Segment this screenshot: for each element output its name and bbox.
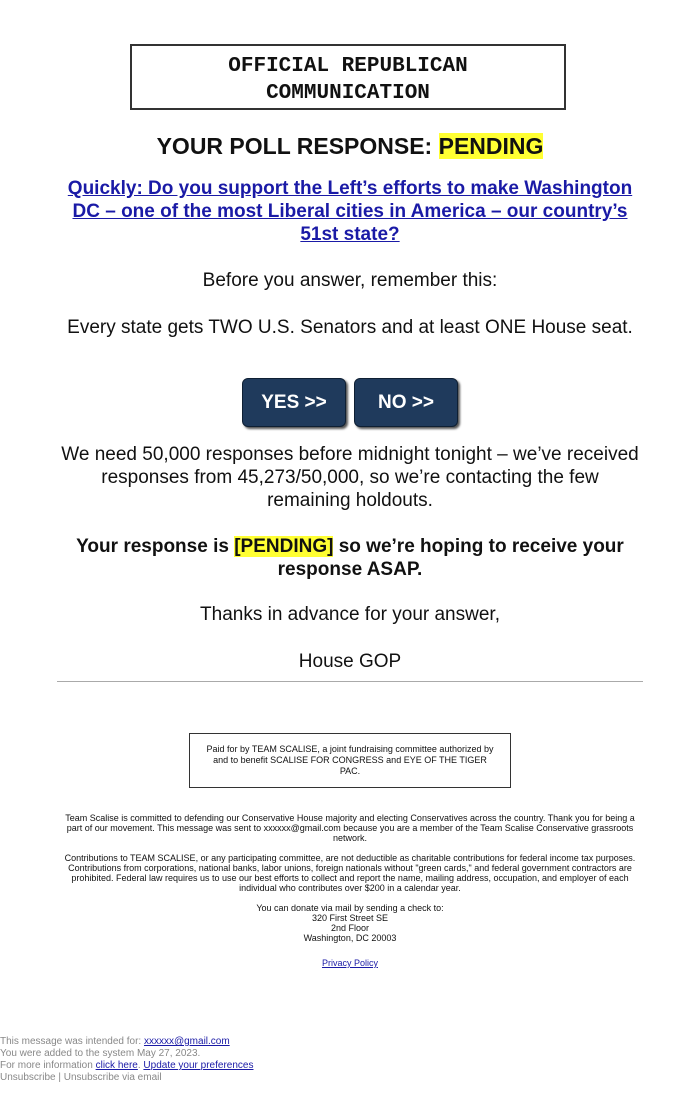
added-date-text: You were added to the system May 27, 2023. <box>0 1048 201 1059</box>
mission-text: Team Scalise is committed to defending our Conservative House majority and electing Conservatives across the country. Thank you for being a part of our movement. This message was sent to xxxxxx@gmail.com because you are a member of the Team Scalise Conservative grassroots network. <box>65 813 635 843</box>
mail-address-block <box>57 903 643 943</box>
pending-response-text <box>57 535 643 581</box>
mail-intro: You can donate via mail by sending a check to: <box>256 903 444 913</box>
unsubscribe-email-link[interactable]: Unsubscribe via email <box>63 1072 162 1083</box>
poll-question-link[interactable]: Quickly: Do you support the Left’s efforts to make Washington DC – one of the most Liberal cities in America – our country’s 51st state? <box>67 178 633 245</box>
unsubscribe-link[interactable]: Unsubscribe <box>0 1072 56 1083</box>
pending-suffix: so we’re hoping to receive your response ASAP. <box>277 536 624 580</box>
privacy-policy-link[interactable]: Privacy Policy <box>321 958 378 968</box>
unsubscribe-row <box>0 1072 253 1084</box>
more-info-row <box>0 1060 253 1072</box>
headline-prefix: YOUR POLL RESPONSE: <box>156 133 433 159</box>
privacy-row <box>57 958 643 968</box>
contributions-text: Contributions to TEAM SCALISE, or any participating committee, are not deductible as charitable contributions for federal income tax purposes. Contributions from corporations, national banks, labor unions, foreign nationals without "green cards," and federal government contractors are prohibited. Federal law requires us to use our best efforts to collect and report the name, mailing address, occupation, and employer of each individual who contributes over $200 in a calendar year. <box>64 853 636 893</box>
remember-text: Before you answer, remember this: <box>202 270 498 291</box>
pending-prefix: Your response is <box>76 536 229 557</box>
responses-count-text: We need 50,000 responses before midnight tonight – we’ve received responses from 45,273/50,000, so we’re contacting the few remaining holdouts. <box>61 444 639 511</box>
official-communication-banner <box>130 44 566 110</box>
official-line-2: COMMUNICATION <box>266 82 430 105</box>
intended-prefix: This message was intended for: <box>0 1036 142 1047</box>
no-button[interactable]: NO >> <box>354 378 458 427</box>
answer-buttons <box>0 378 700 427</box>
address-line-2: 2nd Floor <box>330 923 370 933</box>
poll-question <box>57 177 643 246</box>
update-preferences-link[interactable]: Update your preferences <box>143 1060 254 1071</box>
signature-text: House GOP <box>298 651 402 672</box>
divider <box>57 681 643 682</box>
intended-email-link[interactable]: xxxxxx@gmail.com <box>143 1036 230 1047</box>
address-line-3: Washington, DC 20003 <box>303 933 397 943</box>
paid-for-box: Paid for by TEAM SCALISE, a joint fundraising committee authorized by and to benefit SCALISE FOR CONGRESS and EYE OF THE TIGER PAC. <box>189 733 511 788</box>
senators-text: Every state gets TWO U.S. Senators and at least ONE House seat. <box>67 317 633 338</box>
poll-response-headline <box>0 131 700 161</box>
separator: | <box>58 1072 61 1083</box>
pending-status-badge: PENDING <box>438 133 544 159</box>
thanks-text: Thanks in advance for your answer, <box>200 604 500 625</box>
address-line-1: 320 First Street SE <box>311 913 389 923</box>
click-here-link[interactable]: click here <box>95 1060 138 1071</box>
period: . <box>137 1060 141 1071</box>
email-footer <box>0 1036 253 1084</box>
intended-for-row <box>0 1036 253 1048</box>
pending-tag: [PENDING] <box>234 536 334 557</box>
official-line-1: OFFICIAL REPUBLICAN <box>228 55 468 78</box>
more-info-prefix: For more information <box>0 1060 93 1071</box>
yes-button[interactable]: YES >> <box>242 378 346 427</box>
